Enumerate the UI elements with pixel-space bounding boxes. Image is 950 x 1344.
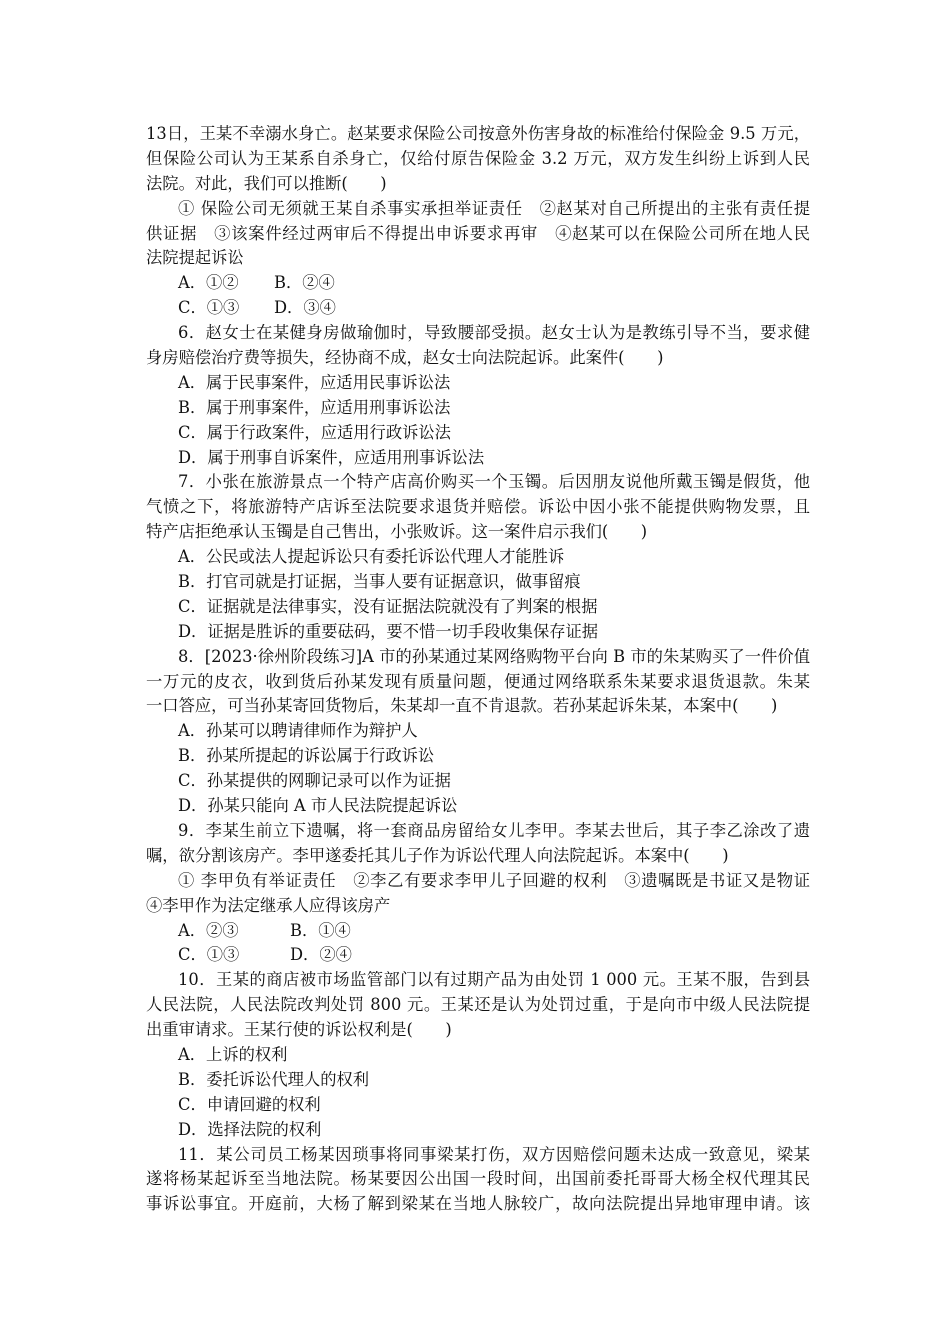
q6-text-line-2: 身房赔偿治疗费等损失，经协商不成，赵女士向法院起诉。此案件( )	[146, 348, 664, 368]
q8-text-line-2: 一万元的皮衣，收到货后孙某发现有质量问题，便通过网络联系朱某要求退货退款。朱某	[146, 671, 810, 691]
q7-text-line-1: 7．小张在旅游景点一个特产店高价购买一个玉镯。后因朋友说他所戴玉镯是假货，他	[178, 472, 810, 492]
q10-option-c: C．申请回避的权利	[178, 1094, 321, 1114]
q6-option-c: C．属于行政案件，应适用行政诉讼法	[178, 422, 451, 442]
q9-options-row-1	[146, 919, 810, 944]
q7-option-d: D．证据是胜诉的重要砝码，要不惜一切手段收集保存证据	[178, 621, 599, 641]
q9-text-line-1: 9．李某生前立下遗嘱，将一套商品房留给女儿李甲。李某去世后，其子李乙涂改了遗	[178, 820, 810, 840]
q9-option-d: D．②④	[290, 945, 352, 965]
q8-option-a: A．孙某可以聘请律师作为辩护人	[178, 721, 418, 741]
q5-statements-line-3: 法院提起诉讼	[146, 248, 244, 268]
q5-option-a: A．①②	[178, 273, 239, 293]
q6-option-a: A．属于民事案件，应适用民事诉讼法	[178, 372, 451, 392]
q8-option-d: D．孙某只能向 A 市人民法院提起诉讼	[178, 796, 458, 816]
q5-statements-line-1: ① 保险公司无须就王某自杀事实承担举证责任 ②赵某对自己所提出的主张有责任提	[178, 198, 810, 218]
q8-option-c: C．孙某提供的网聊记录可以作为证据	[178, 771, 451, 791]
q11-text-line-1: 11．某公司员工杨某因琐事将同事梁某打伤，双方因赔偿问题未达成一致意见，梁某	[178, 1144, 810, 1164]
q9-option-a: A．②③	[178, 920, 239, 940]
q5-option-c: C．①③	[178, 298, 240, 318]
q11-text-line-2: 遂将杨某起诉至当地法院。杨某要因公出国一段时间，出国前委托哥哥大杨全权代理其民	[146, 1169, 810, 1189]
q5-text-line-2: 但保险公司认为王某系自杀身亡，仅给付原告保险金 3.2 万元，双方发生纠纷上诉到人民	[146, 148, 810, 168]
document-page	[146, 122, 810, 1217]
q7-option-a: A．公民或法人提起诉讼只有委托诉讼代理人才能胜诉	[178, 547, 565, 567]
q10-text-line-1: 10．王某的商店被市场监管部门以有过期产品为由处罚 1 000 元。王某不服，告到县	[178, 970, 810, 990]
q5-options-row-1	[146, 271, 810, 296]
q8-text-line-1: 8．[2023·徐州阶段练习]A 市的孙某通过某网络购物平台向 B 市的朱某购买了一件价值	[178, 646, 810, 666]
q10-option-b: B．委托诉讼代理人的权利	[178, 1069, 370, 1089]
q7-option-c: C．证据就是法律事实，没有证据法院就没有了判案的根据	[178, 596, 598, 616]
q5-option-b: B．②④	[274, 273, 335, 293]
q11-text-line-3: 事诉讼事宜。开庭前，大杨了解到梁某在当地人脉较广，故向法院提出异地审理申请。该	[146, 1194, 810, 1214]
q10-option-a: A．上诉的权利	[178, 1044, 288, 1064]
q9-text-line-2: 嘱，欲分割该房产。李甲遂委托其儿子作为诉讼代理人向法院起诉。本案中( )	[146, 845, 729, 865]
q9-option-c: C．①③	[178, 945, 240, 965]
q9-statements-line-2: ④李甲作为法定继承人应得该房产	[146, 895, 391, 915]
q5-statements-line-2: 供证据 ③该案件经过两审后不得提出申诉要求再审 ④赵某可以在保险公司所在地人民	[146, 223, 810, 243]
q7-text-line-2: 气愤之下，将旅游特产店诉至法院要求退货并赔偿。诉讼中因小张不能提供购物发票，且	[146, 497, 810, 517]
q6-option-b: B．属于刑事案件，应适用刑事诉讼法	[178, 397, 451, 417]
q7-option-b: B．打官司就是打证据，当事人要有证据意识，做事留痕	[178, 572, 581, 592]
q6-option-d: D．属于刑事自诉案件，应适用刑事诉讼法	[178, 447, 485, 467]
q5-text-line-3: 法院。对此，我们可以推断( )	[146, 173, 387, 193]
q6-text-line-1: 6．赵女士在某健身房做瑜伽时，导致腰部受损。赵女士认为是教练引导不当，要求健	[178, 323, 810, 343]
q5-option-d: D．③④	[274, 298, 336, 318]
q7-text-line-3: 特产店拒绝承认玉镯是自己售出，小张败诉。这一案件启示我们( )	[146, 522, 648, 542]
q8-text-line-3: 一口答应，可当孙某寄回货物后，朱某却一直不肯退款。若孙某起诉朱某，本案中( )	[146, 696, 778, 716]
q9-statements-line-1: ① 李甲负有举证责任 ②李乙有要求李甲儿子回避的权利 ③遗嘱既是书证又是物证	[178, 870, 810, 890]
q5-options-row-2	[146, 296, 810, 321]
q10-text-line-3: 出重审请求。王某行使的诉讼权利是( )	[146, 1020, 452, 1040]
q10-option-d: D．选择法院的权利	[178, 1119, 322, 1139]
q5-text-line-1: 13日，王某不幸溺水身亡。赵某要求保险公司按意外伤害身故的标准给付保险金 9.5 万元，	[146, 124, 810, 143]
q9-option-b: B．①④	[290, 920, 351, 940]
q8-option-b: B．孙某所提起的诉讼属于行政诉讼	[178, 746, 435, 766]
q9-options-row-2	[146, 943, 810, 968]
q10-text-line-2: 人民法院，人民法院改判处罚 800 元。王某还是认为处罚过重，于是向市中级人民法院提	[146, 995, 810, 1015]
